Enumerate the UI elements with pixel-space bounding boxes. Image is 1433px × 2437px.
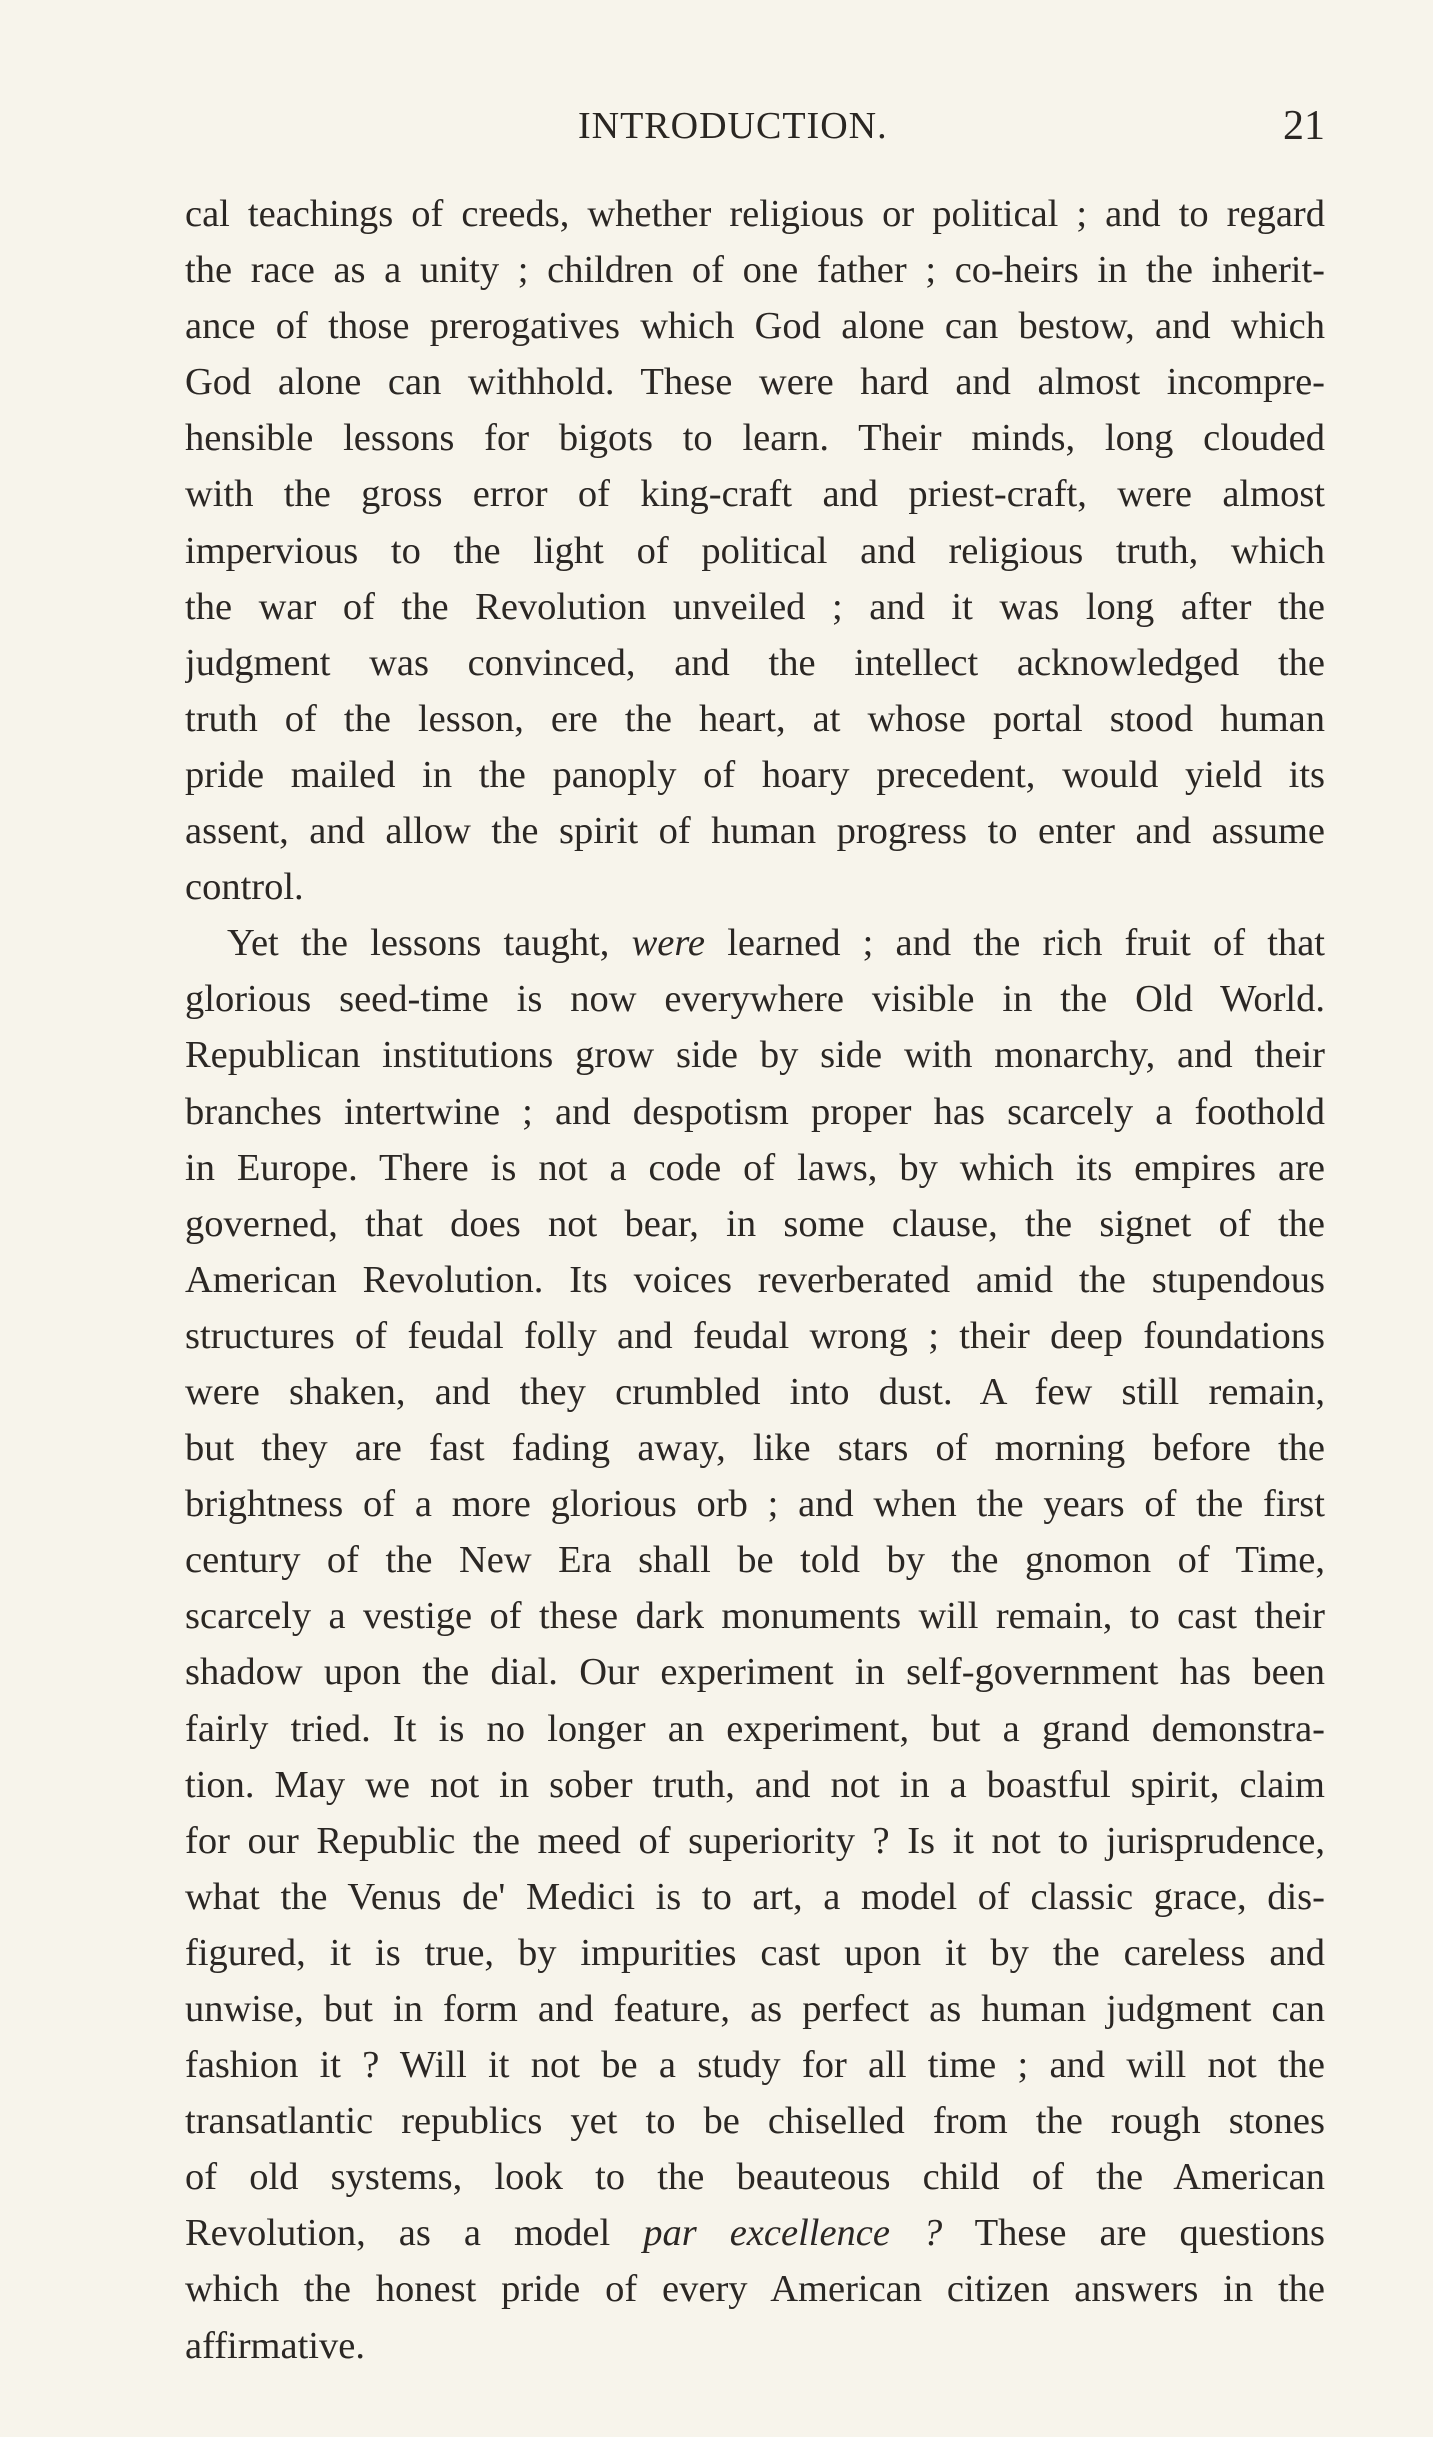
line-text: affirmative. (185, 2324, 365, 2367)
line-text: fashion it ? Will it not be a study for all time ; and will not the (185, 2044, 1325, 2087)
line-text: Revolution, as a model (185, 2212, 644, 2255)
line-text: impervious to the light of political and religious truth, which (185, 529, 1325, 572)
line-text: century of the New Era shall be told by the gnomon of Time, (185, 1539, 1325, 1582)
text-line (185, 1476, 1325, 1532)
text-line (185, 1084, 1325, 1140)
text-line (185, 1869, 1325, 1925)
text-line (185, 2261, 1325, 2317)
text-line (185, 410, 1325, 466)
page-header (185, 100, 1325, 160)
line-text: God alone can withhold. These were hard and almost incompre- (185, 361, 1325, 404)
text-line (185, 1532, 1325, 1588)
body-text (185, 186, 1325, 2374)
text-line (185, 1308, 1325, 1364)
line-text: Yet the lessons taught, (227, 922, 632, 965)
text-line (185, 635, 1325, 691)
text-line (185, 2093, 1325, 2149)
line-text: learned ; and the rich fruit of that (705, 922, 1325, 965)
text-line (185, 2205, 1325, 2261)
text-line (185, 1588, 1325, 1644)
line-text: which the honest pride of every American citizen answers in the (185, 2268, 1325, 2311)
line-text: tion. May we not in sober truth, and not in a boastful spirit, claim (185, 1763, 1325, 1806)
text-line (185, 1925, 1325, 1981)
line-text: truth of the lesson, ere the heart, at whose portal stood human (185, 697, 1325, 740)
line-text: ance of those prerogatives which God alone can bestow, and which (185, 305, 1325, 348)
line-text: of old systems, look to the beauteous child of the American (185, 2156, 1325, 2199)
text-line (185, 1252, 1325, 1308)
text-line (185, 1140, 1325, 1196)
text-line (185, 242, 1325, 298)
line-text: branches intertwine ; and despotism proper has scarcely a foothold (185, 1090, 1325, 1133)
line-text: transatlantic republics yet to be chiselled from the rough stones (185, 2100, 1325, 2143)
line-text: structures of feudal folly and feudal wrong ; their deep foundations (185, 1314, 1325, 1357)
text-line (185, 523, 1325, 579)
text-line (185, 1364, 1325, 1420)
text-line (185, 971, 1325, 1027)
line-text: fairly tried. It is no longer an experiment, but a grand demonstra- (185, 1707, 1325, 1750)
text-line (185, 1701, 1325, 1757)
line-text: what the Venus de' Medici is to art, a model of classic grace, dis- (185, 1875, 1325, 1918)
line-text: American Revolution. Its voices reverberated amid the stupendous (185, 1258, 1325, 1301)
line-text: glorious seed-time is now everywhere visible in the Old World. (185, 978, 1325, 1021)
line-text: governed, that does not bear, in some clause, the signet of the (185, 1202, 1325, 1245)
text-line (185, 691, 1325, 747)
text-line (185, 2037, 1325, 2093)
line-text: were shaken, and they crumbled into dust. A few still remain, (185, 1370, 1325, 1413)
line-text: figured, it is true, by impurities cast upon it by the careless and (185, 1931, 1325, 1974)
text-line (185, 747, 1325, 803)
line-text: but they are fast fading away, like stars of morning before the (185, 1427, 1325, 1470)
line-text: Republican institutions grow side by side with monarchy, and their (185, 1034, 1325, 1077)
line-text: in Europe. There is not a code of laws, by which its empires are (185, 1146, 1325, 1189)
text-line (185, 579, 1325, 635)
text-line (185, 1757, 1325, 1813)
text-line (185, 803, 1325, 859)
text-line (185, 2318, 1325, 2374)
line-text: the race as a unity ; children of one father ; co-heirs in the inherit- (185, 249, 1325, 292)
line-text: judgment was convinced, and the intellect acknowledged the (185, 641, 1325, 684)
line-text: unwise, but in form and feature, as perfect as human judgment can (185, 1988, 1325, 2030)
page-number: 21 (1283, 103, 1325, 149)
line-text: hensible lessons for bigots to learn. Their minds, long clouded (185, 417, 1325, 460)
text-line (185, 466, 1325, 522)
text-line (185, 2149, 1325, 2205)
text-line (185, 186, 1325, 242)
italic-text: were (631, 922, 706, 965)
line-text: control. (185, 866, 304, 909)
line-text: brightness of a more glorious orb ; and when the years of the first (185, 1483, 1325, 1526)
text-line (185, 298, 1325, 354)
line-text: for our Republic the meed of superiority ? Is it not to jurisprudence, (185, 1819, 1325, 1862)
text-line (185, 915, 1325, 971)
line-text: with the gross error of king-craft and priest-craft, were almost (185, 473, 1325, 516)
running-head: INTRODUCTION. (578, 105, 888, 147)
text-line (185, 1644, 1325, 1700)
text-line (185, 859, 1325, 915)
line-text: assent, and allow the spirit of human progress to enter and assume (185, 810, 1325, 853)
text-line (185, 1027, 1325, 1083)
line-text: pride mailed in the panoply of hoary precedent, would yield its (185, 753, 1325, 796)
line-text: the war of the Revolution unveiled ; and it was long after the (185, 585, 1325, 628)
text-line (185, 1813, 1325, 1869)
text-line (185, 1420, 1325, 1476)
line-text: scarcely a vestige of these dark monuments will remain, to cast their (185, 1595, 1325, 1638)
line-text: These are questions (942, 2212, 1325, 2255)
text-line (185, 1196, 1325, 1252)
text-line (185, 354, 1325, 410)
line-text: cal teachings of creeds, whether religious or political ; and to regard (185, 193, 1325, 235)
line-text: shadow upon the dial. Our experiment in self-government has been (185, 1651, 1325, 1694)
text-line (185, 1981, 1325, 2037)
italic-text: par excellence ? (643, 2212, 943, 2255)
